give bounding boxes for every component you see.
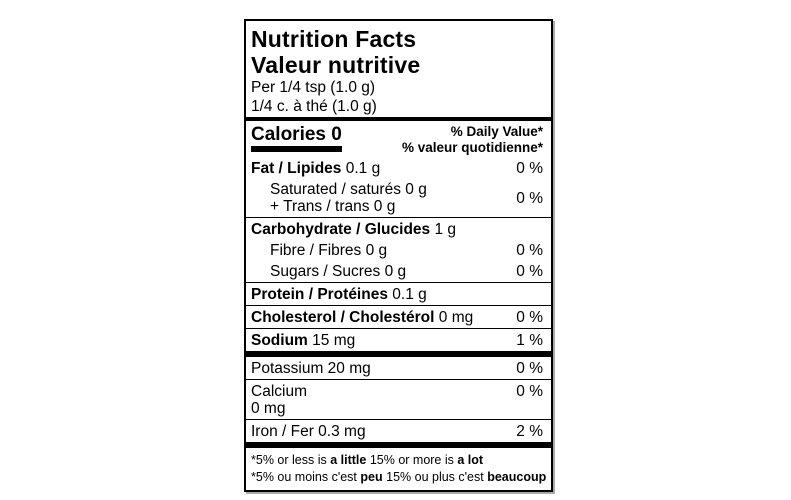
row-potassium: [246, 357, 551, 379]
row-fibre-label: Fibre / Fibres 0 g: [270, 242, 388, 259]
row-fibre-dv: 0 %: [516, 242, 543, 259]
row-saturated-trans-dv: 0 %: [516, 189, 543, 207]
row-fat-dv: 0 %: [516, 160, 543, 177]
row-calcium: [246, 379, 551, 419]
row-cholesterol: [246, 305, 551, 328]
row-iron-dv: 2 %: [516, 423, 543, 440]
row-cholesterol-dv: 0 %: [516, 309, 543, 326]
title-fr: Valeur nutritive: [251, 52, 421, 78]
row-saturated-trans-labels: [251, 181, 427, 215]
row-fat: [246, 158, 551, 179]
row-potassium-label: Potassium 20 mg: [251, 360, 371, 377]
saturated-line: Saturated / saturés 0 g: [270, 181, 427, 198]
row-fibre: [246, 240, 551, 261]
serving-size-en: Per 1/4 tsp (1.0 g): [251, 79, 376, 96]
row-sodium-label: Sodium 15 mg: [251, 332, 356, 349]
calories-value: 0: [331, 124, 342, 145]
row-fat-label: Fat / Lipides 0.1 g: [251, 160, 381, 177]
footnote-fr: *5% ou moins c'est peu 15% ou plus c'est beaucoup: [251, 470, 547, 484]
row-iron-label: Iron / Fer 0.3 mg: [251, 423, 366, 440]
row-potassium-dv: 0 %: [516, 360, 543, 377]
row-sugars-label: Sugars / Sucres 0 g: [270, 263, 407, 280]
row-saturated-trans: [246, 179, 551, 217]
row-calcium-dv: 0 %: [516, 383, 543, 400]
daily-value-header-en: % Daily Value*: [450, 124, 543, 139]
calcium-name-line: Calcium: [251, 383, 307, 400]
calories-label: Calories: [251, 124, 326, 145]
daily-value-header: [402, 124, 543, 156]
trans-line: + Trans / trans 0 g: [270, 198, 396, 215]
row-sugars: [246, 261, 551, 282]
nutrition-facts-label: [244, 19, 553, 492]
calories-section: [246, 121, 551, 158]
title-en: Nutrition Facts: [251, 26, 417, 52]
calcium-amount-line: 0 mg: [251, 400, 286, 417]
calories-text: [251, 124, 342, 145]
row-cholesterol-label: Cholesterol / Cholestérol 0 mg: [251, 309, 474, 326]
calories-block: [251, 124, 342, 152]
row-protein: [246, 282, 551, 305]
row-carbohydrate-label: Carbohydrate / Glucides 1 g: [251, 221, 457, 238]
calories-underline-bar: [251, 146, 342, 152]
row-calcium-labels: [251, 383, 307, 417]
row-protein-label: Protein / Protéines 0.1 g: [251, 286, 427, 303]
row-sodium: [246, 328, 551, 351]
daily-value-header-fr: % valeur quotidienne*: [401, 140, 543, 155]
label-header: [246, 21, 551, 117]
footnote-en: *5% or less is a little 15% or more is a lot: [251, 453, 484, 467]
row-sugars-dv: 0 %: [516, 263, 543, 280]
serving-size-fr: 1/4 c. à thé (1.0 g): [251, 98, 377, 115]
footnote: [246, 448, 551, 490]
row-iron: [246, 419, 551, 442]
row-sodium-dv: 1 %: [516, 332, 543, 349]
row-carbohydrate: [246, 217, 551, 240]
